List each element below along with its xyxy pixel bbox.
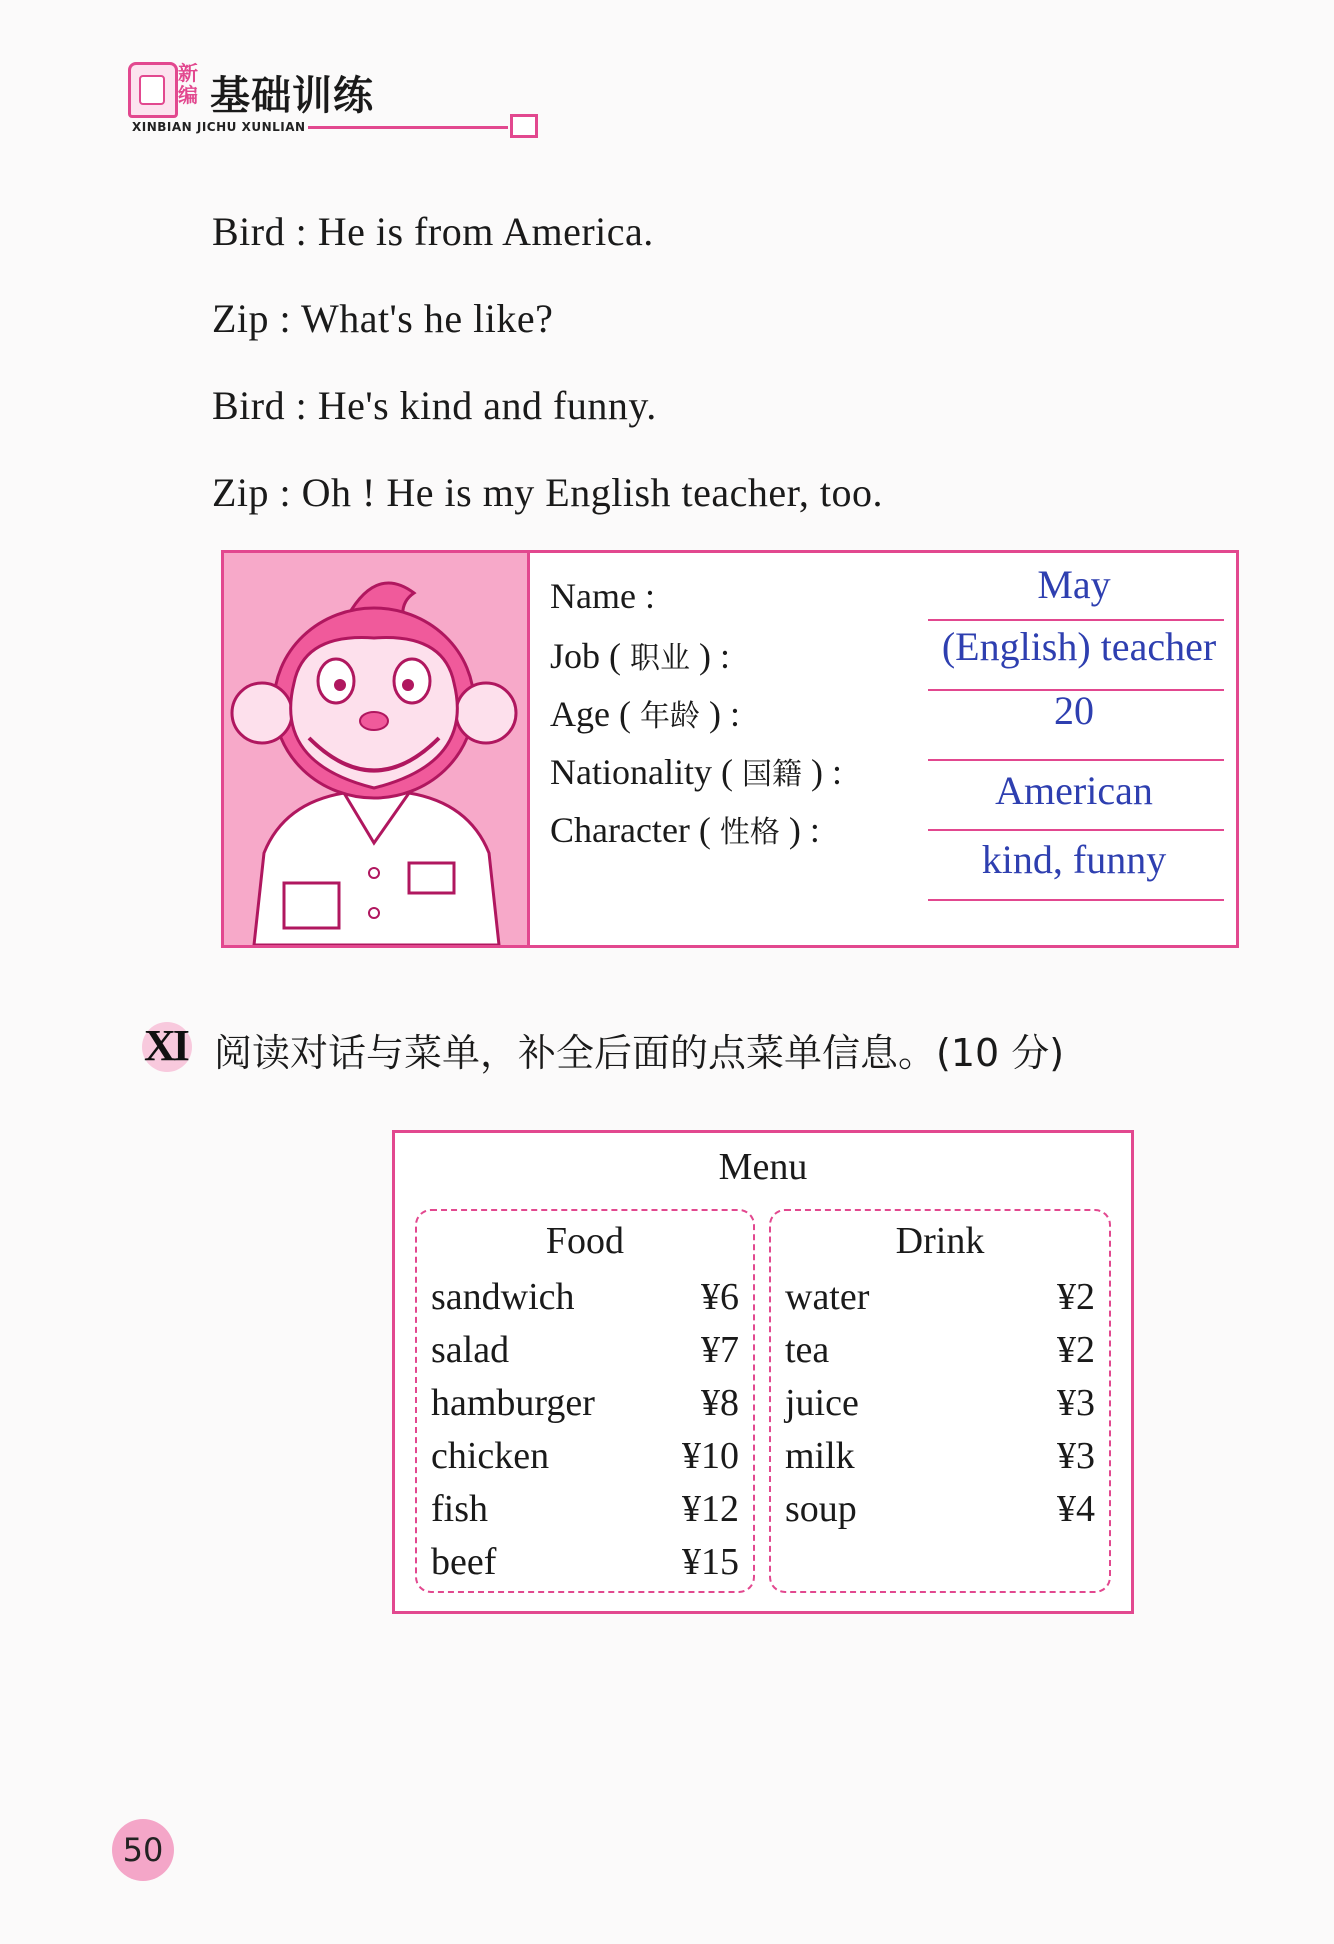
field-label-cn: 性格 <box>719 815 780 850</box>
dialogue-line: Bird : He's kind and funny. <box>212 383 657 428</box>
drink-item <box>785 1324 1095 1377</box>
item-name: water <box>785 1276 870 1318</box>
item-price: ¥3 <box>1057 1382 1095 1424</box>
logo-badge-label: 新编 <box>178 61 198 107</box>
field-label-age <box>550 691 740 735</box>
field-label-nationality <box>550 749 842 793</box>
answer-nationality[interactable]: American <box>995 768 1153 813</box>
food-item <box>431 1377 739 1430</box>
exercise-number: XI <box>144 1021 187 1070</box>
header-box-icon <box>510 114 538 138</box>
field-label-job <box>550 633 730 677</box>
answer-name[interactable]: May <box>1037 562 1111 607</box>
food-item <box>431 1536 739 1589</box>
field-label-suffix: ) : <box>801 752 842 792</box>
header-divider <box>308 126 508 129</box>
field-label-text: Name : <box>550 576 655 616</box>
item-price: ¥7 <box>701 1329 739 1371</box>
field-label-cn: 国籍 <box>741 757 802 792</box>
item-price: ¥15 <box>682 1541 739 1583</box>
answer-underline <box>928 619 1224 621</box>
dialogue-line: Bird : He is from America. <box>212 209 654 254</box>
item-name: hamburger <box>431 1382 595 1424</box>
item-price: ¥4 <box>1057 1488 1095 1530</box>
answer-job[interactable]: (English) teacher <box>941 624 1217 669</box>
food-column <box>415 1209 755 1593</box>
menu-title: Menu <box>718 1146 808 1188</box>
item-price: ¥12 <box>682 1488 739 1530</box>
field-label-text: Character ( <box>550 810 720 850</box>
item-price: ¥2 <box>1057 1329 1095 1371</box>
dialogue-line: Zip : Oh ! He is my English teacher, too. <box>212 470 883 515</box>
item-name: tea <box>785 1329 830 1371</box>
item-price: ¥8 <box>701 1382 739 1424</box>
monkey-teacher-portrait <box>224 553 530 945</box>
item-price: ¥3 <box>1057 1435 1095 1477</box>
food-item <box>431 1483 739 1536</box>
food-heading: Food <box>545 1220 625 1262</box>
book-header <box>128 56 428 136</box>
item-price: ¥2 <box>1057 1276 1095 1318</box>
field-label-text: Age ( <box>550 694 640 734</box>
drink-item <box>785 1377 1095 1430</box>
teacher-info-card <box>221 550 1239 948</box>
answer-character[interactable]: kind, funny <box>981 837 1167 882</box>
item-name: soup <box>785 1488 857 1530</box>
field-label-name <box>550 575 655 617</box>
item-name: sandwich <box>431 1276 575 1318</box>
field-label-text: Nationality ( <box>550 752 742 792</box>
drink-item <box>785 1430 1095 1483</box>
field-label-suffix: ) : <box>699 694 740 734</box>
item-price: ¥10 <box>682 1435 739 1477</box>
item-name: chicken <box>431 1435 550 1477</box>
monkey-illustration-icon <box>224 553 527 945</box>
field-label-suffix: ) : <box>779 810 820 850</box>
book-title: 基础训练 <box>210 73 374 119</box>
field-label-character <box>550 807 820 851</box>
food-item <box>431 1271 739 1324</box>
page-number: 50 <box>122 1831 164 1869</box>
food-item <box>431 1324 739 1377</box>
drink-item <box>785 1271 1095 1324</box>
item-name: beef <box>431 1541 497 1583</box>
dialogue <box>212 188 883 536</box>
dialogue-line: Zip : What's he like? <box>212 296 554 341</box>
item-name: milk <box>785 1435 855 1477</box>
book-subtitle: XINBIAN JICHU XUNLIAN <box>132 120 306 134</box>
answer-underline <box>928 759 1224 761</box>
book-logo-icon <box>128 62 178 118</box>
item-name: juice <box>785 1382 859 1424</box>
answer-underline <box>928 899 1224 901</box>
field-label-text: Job ( <box>550 636 630 676</box>
field-label-suffix: ) : <box>690 636 730 676</box>
item-name: fish <box>431 1488 488 1530</box>
item-name: salad <box>431 1329 510 1371</box>
menu-board <box>392 1130 1134 1614</box>
item-price: ¥6 <box>701 1276 739 1318</box>
drink-column <box>769 1209 1111 1593</box>
answer-age[interactable]: 20 <box>1054 688 1094 733</box>
field-label-cn: 年龄 <box>639 699 700 734</box>
drink-item <box>785 1483 1095 1536</box>
drink-heading: Drink <box>895 1220 985 1262</box>
food-item <box>431 1430 739 1483</box>
answer-underline <box>928 829 1224 831</box>
field-label-cn: 职业 <box>630 641 690 676</box>
exercise-instruction: 阅读对话与菜单，补全后面的点菜单信息。(10 分) <box>214 1031 1065 1075</box>
